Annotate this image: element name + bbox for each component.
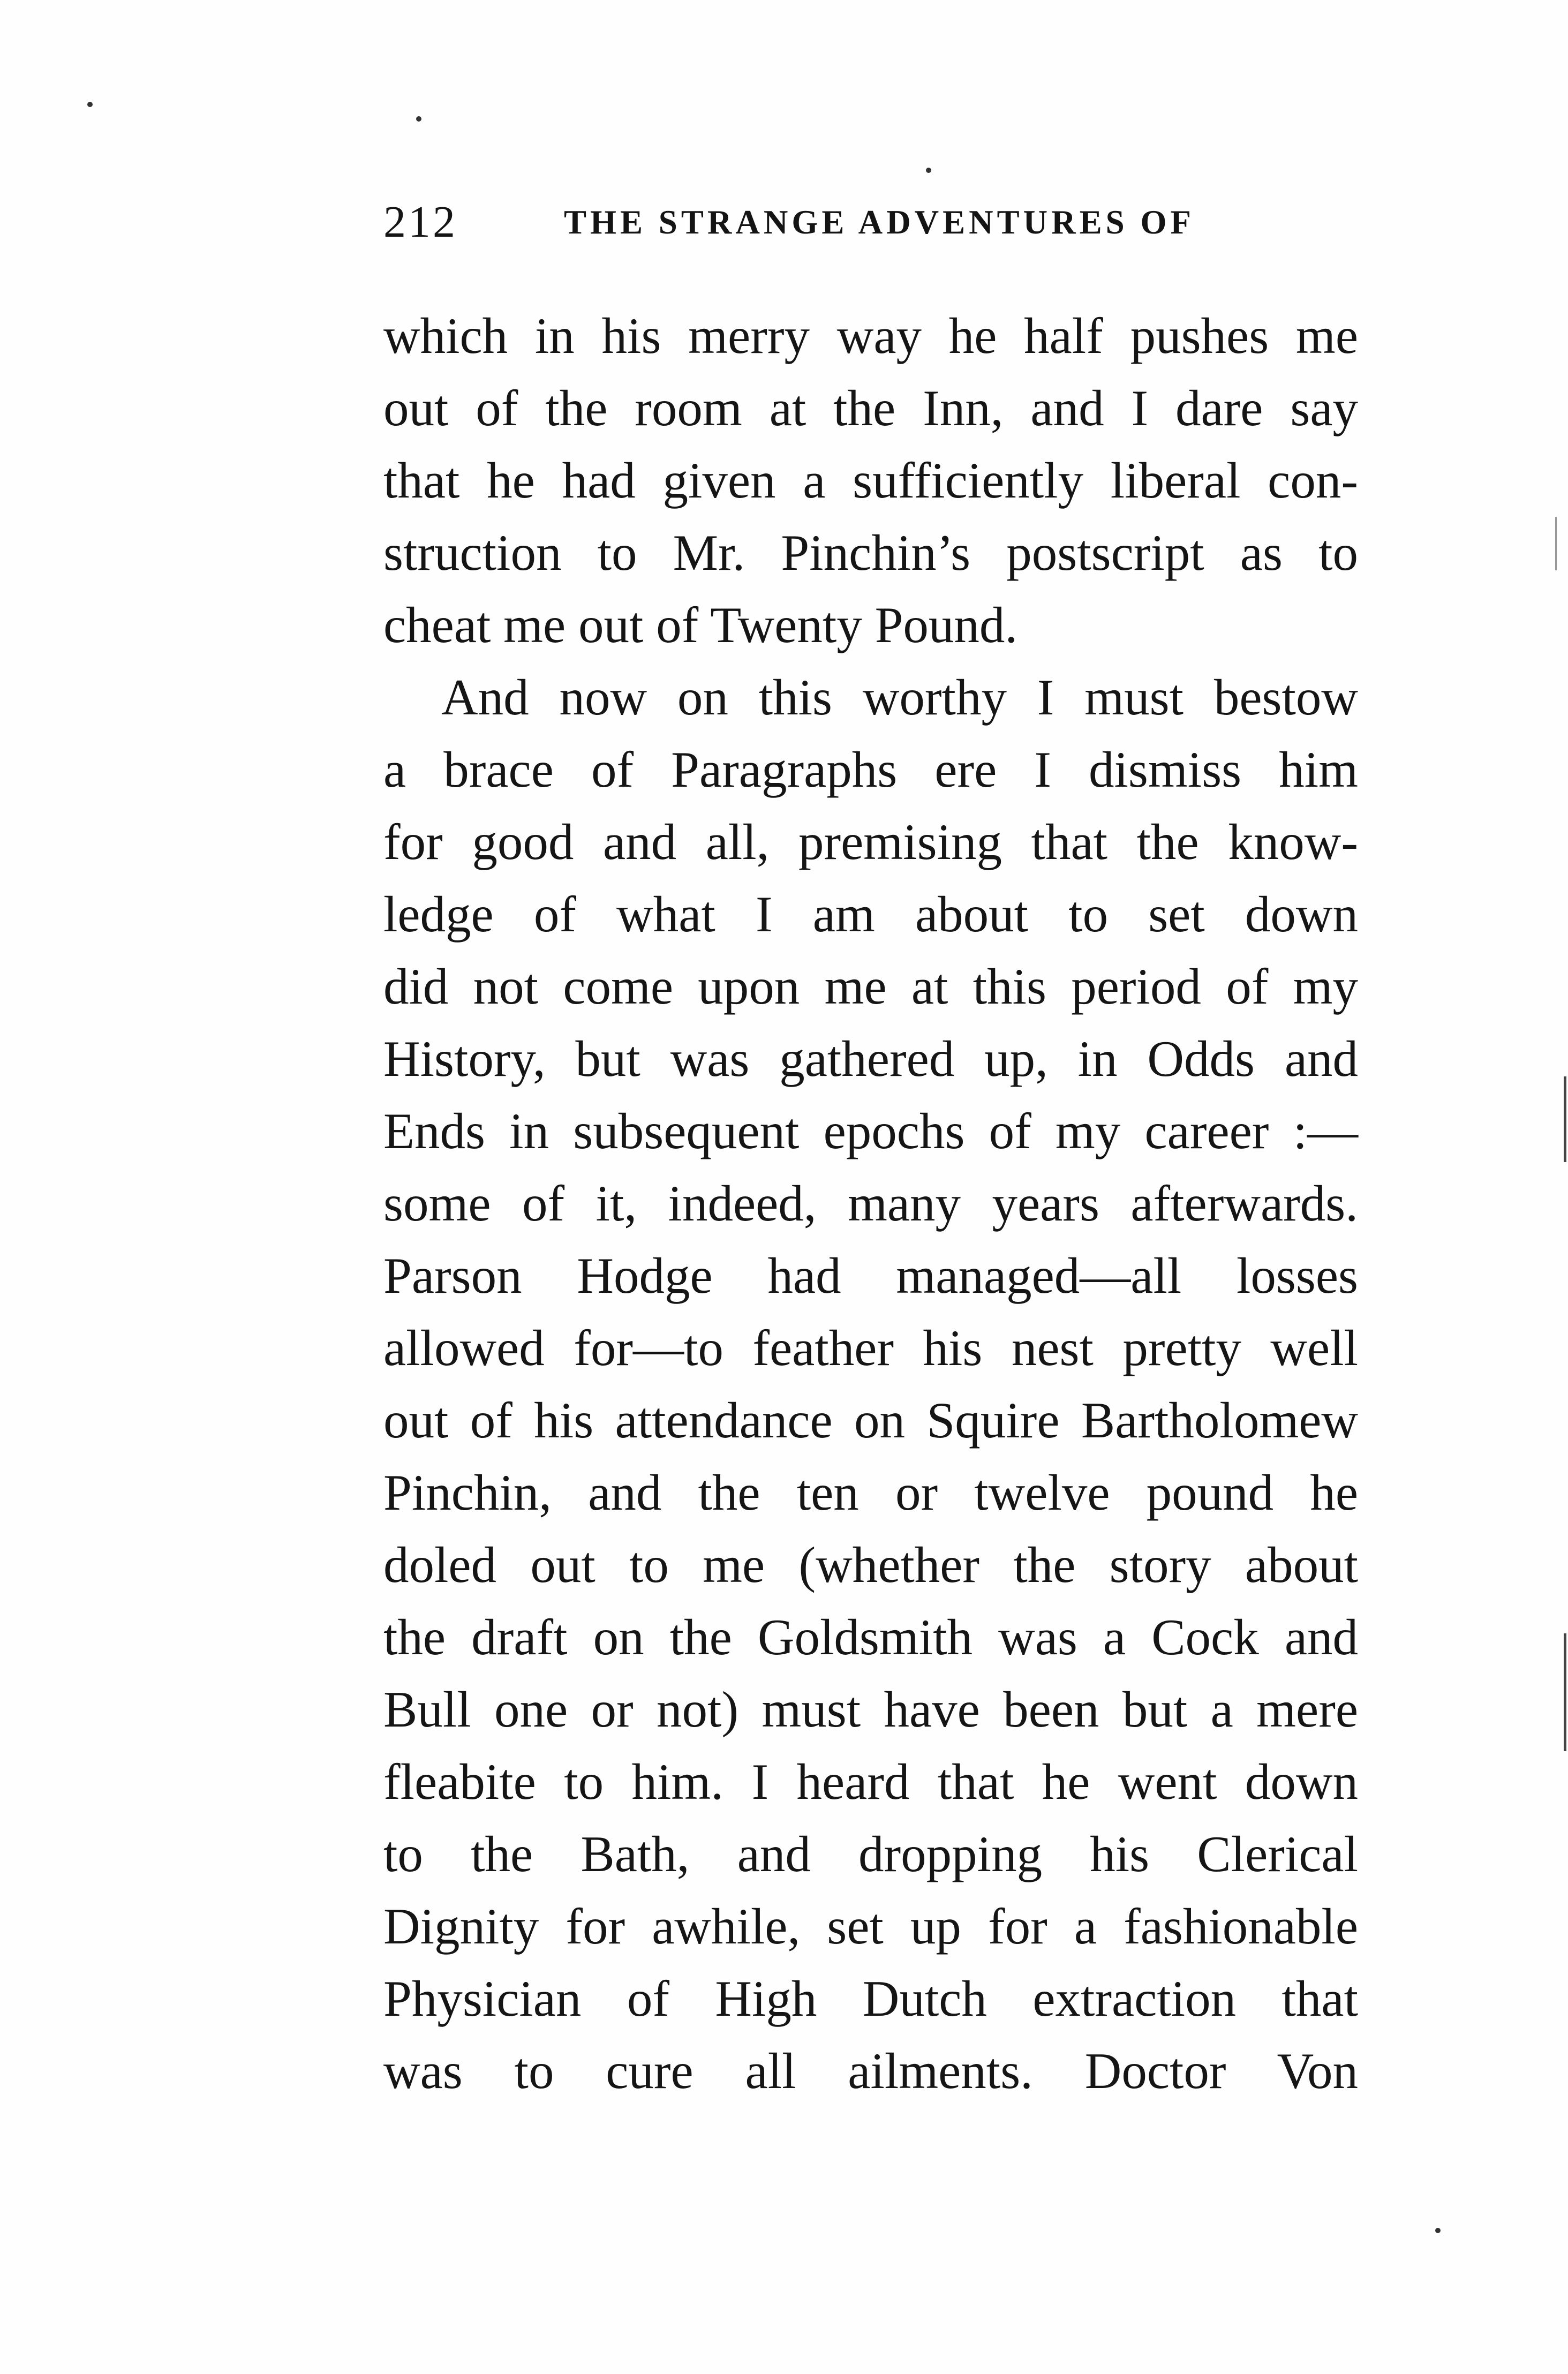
text-line: Parson Hodge had managed—all losses [383,1247,1358,1304]
text-line: some of it, indeed, many years afterwards. [383,1175,1358,1232]
text-line: did not come upon me at this period of my [383,958,1358,1015]
running-title: THE STRANGE ADVENTURES OF [564,204,1195,241]
text-line: Physician of High Dutch extraction that [383,1970,1358,2027]
margin-line [1564,1633,1566,1751]
text-line: struction to Mr. Pinchin’s postscript as to [383,524,1358,581]
text-line: fleabite to him. I heard that he went down [383,1753,1358,1810]
text-line: allowed for—to feather his nest pretty well [383,1320,1358,1376]
margin-line [1555,517,1557,570]
paragraph-2 [383,661,1358,2107]
page-header [383,193,1363,252]
text-line: to the Bath, and dropping his Clerical [383,1826,1358,1882]
text-line: was to cure all ailments. Doctor Von [383,2043,1358,2099]
text-line: out of the room at the Inn, and I dare say [383,380,1358,436]
speck-mark [87,102,93,107]
text-line: out of his attendance on Squire Bartholomew [383,1392,1358,1449]
body-text [383,300,1358,2107]
speck-mark [1435,2228,1441,2233]
text-line: a brace of Paragraphs ere I dismiss him [383,741,1358,798]
paragraph-1 [383,300,1358,661]
text-line: Pinchin, and the ten or twelve pound he [383,1464,1358,1521]
text-line: History, but was gathered up, in Odds and [383,1030,1358,1087]
page-number: 212 [383,197,457,247]
text-line: for good and all, premising that the know- [383,813,1358,870]
speck-mark [926,168,931,173]
text-line: Ends in subsequent epochs of my career :— [383,1103,1358,1159]
speck-mark [416,116,421,122]
text-line: that he had given a sufficiently liberal con- [383,452,1358,509]
text-line: Dignity for awhile, set up for a fashionable [383,1898,1358,1955]
text-line: And now on this worthy I must bestow [441,669,1358,726]
text-line: which in his merry way he half pushes me [383,307,1358,364]
text-line: Bull one or not) must have been but a mere [383,1681,1358,1738]
margin-line [1564,1076,1566,1162]
text-line: doled out to me (whether the story about [383,1536,1358,1593]
text-line: the draft on the Goldsmith was a Cock and [383,1609,1358,1665]
text-line: cheat me out of Twenty Pound. [383,597,1018,653]
text-line: ledge of what I am about to set down [383,886,1358,943]
